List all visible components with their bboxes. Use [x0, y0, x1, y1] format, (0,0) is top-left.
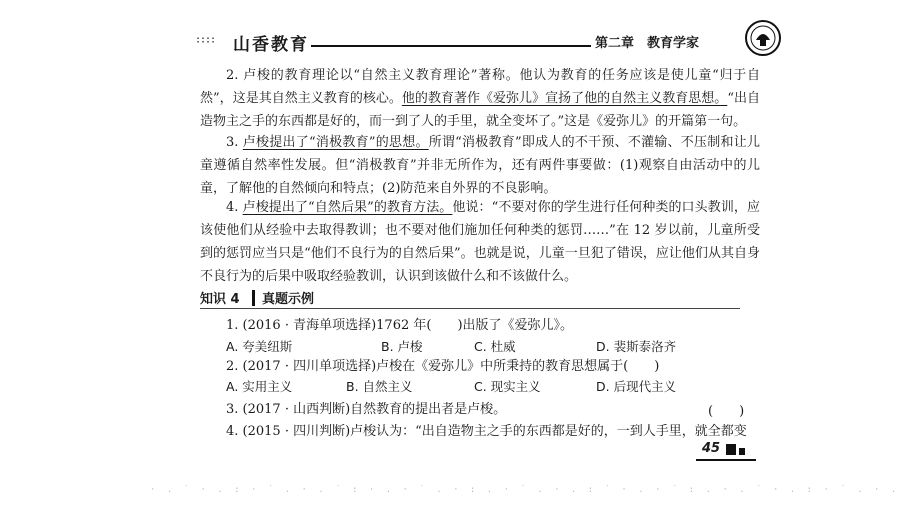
page-number: 45 — [702, 441, 721, 456]
section-title: 真题示例 — [262, 292, 315, 307]
p4-underlined: 卢梭提出了“自然后果”的教育方法。 — [242, 200, 453, 215]
q1-option-a: A. 夸美纽斯 — [226, 339, 293, 354]
p2-text: 2. 卢梭的教育理论以“自然主义教育理论”著称。他认为教育的任务应该是使儿童“归于自然”，这是其自然主义教育的核心。 — [200, 68, 760, 106]
p2-underlined: 他的教育著作《爱弥儿》宣扬了他的自然主义教育思想。 — [401, 91, 728, 106]
q2-option-c: C. 现实主义 — [474, 379, 541, 394]
p4-number: 4. — [226, 200, 243, 215]
q2-option-a: A. 实用主义 — [226, 379, 293, 394]
q1-option-b: B. 卢梭 — [381, 339, 423, 354]
p3-underlined: 卢梭提出了“消极教育”的思想。 — [242, 135, 429, 150]
brand-dots: ∶∶∶∶ — [195, 35, 216, 46]
question-3-answer-paren: ( ) — [708, 404, 745, 419]
question-3: 3. (2017 · 山西判断)自然教育的提出者是卢梭。 — [226, 402, 507, 417]
p4-text: 他说：“不要对你的学生进行任何种类的口头教训，应该使他们从经验中去取得教训；也不要对他们施加任何种类的惩罚……”在 12 岁以前，儿童所受到的惩罚应当只是“他们不良行为的自然后果”。也就是说，儿童一旦犯了错误，应让他们从其自身不良行为的后果中吸取经验教训，认识到该做什么和不该做什么。 — [200, 200, 760, 284]
page-header — [195, 30, 740, 55]
paragraph-4 — [200, 196, 760, 288]
header-rule — [311, 45, 591, 47]
q2-option-d: D. 后现代主义 — [596, 379, 677, 394]
footer-small-block-icon — [739, 448, 745, 455]
footer-block-icon — [726, 444, 736, 455]
q2-option-b: B. 自然主义 — [346, 379, 413, 394]
section-tag: 知识 4 — [200, 292, 240, 307]
question-1-options — [226, 337, 726, 357]
scan-noise: · . ˙ · . : · ˙ . · . ˙ : · . · ˙ . · : . · ˙ . · . : ˙ · . · ˙ : . · . ˙ · . : · ˙ . · . — [150, 485, 899, 495]
section-heading — [200, 288, 740, 310]
section-bar — [252, 290, 255, 306]
chapter-title: 第二章 教育学家 — [595, 36, 700, 51]
p2-tail: “出自造物主之手的东西都是好的，而一到了人的手里，就全变坏了。”这是《爱弥儿》的开篇第一句。 — [200, 91, 760, 129]
brand-name: 山香教育 — [233, 35, 309, 55]
p3-text: 所谓“消极教育”即成人的不干预、不灌输、不压制和让儿童遵循自然率性发展。但“消极教育”并非无所作为，还有两件事要做：(1)观察自由活动中的儿童，了解他的自然倾向和特点；(2)防范来自外界的不良影响。 — [200, 135, 760, 196]
p3-number: 3. — [226, 135, 243, 150]
footer-rule — [696, 459, 756, 461]
paragraph-3 — [200, 131, 760, 200]
question-2: 2. (2017 · 四川单项选择)卢梭在《爱弥儿》中所秉持的教育思想属于( ) — [226, 359, 660, 374]
paragraph-2 — [200, 64, 760, 133]
question-2-options — [226, 377, 726, 397]
q1-option-c: C. 杜威 — [474, 339, 516, 354]
question-4: 4. (2015 · 四川判断)卢梭认为：“出自造物主之手的东西都是好的，一到人手里，就全都变 — [226, 424, 747, 439]
section-rule — [200, 308, 740, 309]
question-1: 1. (2016 · 青海单项选择)1762 年( )出版了《爱弥儿》。 — [226, 318, 574, 333]
brand-logo-icon — [743, 18, 783, 58]
q1-option-d: D. 裴斯泰洛齐 — [596, 339, 677, 354]
